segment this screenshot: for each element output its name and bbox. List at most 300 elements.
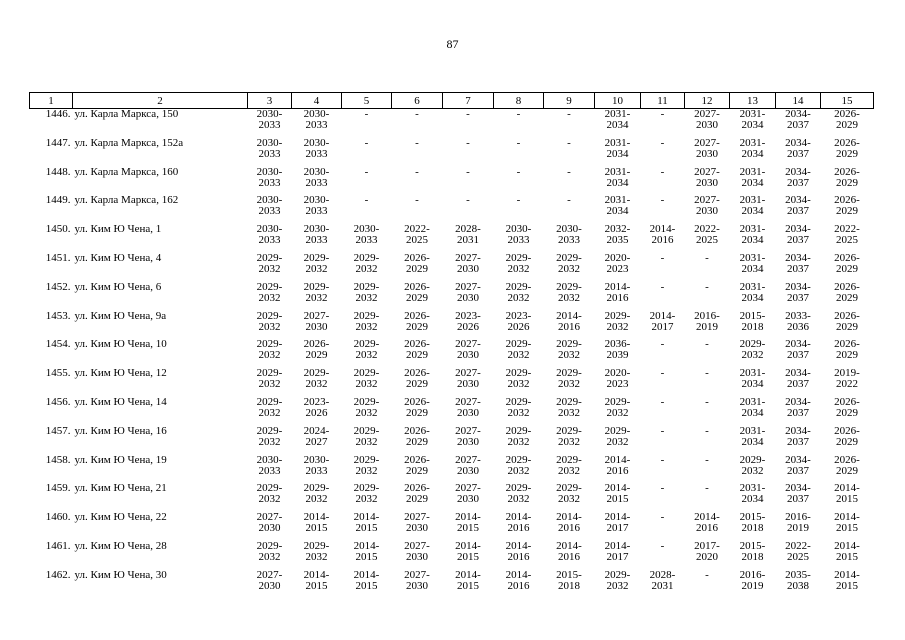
period-cell — [342, 311, 392, 340]
period-cell — [641, 109, 685, 138]
period-value: 2029- 2032 — [604, 309, 631, 333]
period-cell — [494, 138, 544, 167]
period-cell — [392, 570, 443, 599]
period-value: 2026- 2029 — [404, 309, 430, 333]
period-value: 2027- 2030 — [455, 338, 481, 362]
period-cell — [595, 253, 641, 282]
period-value: 2029- 2032 — [303, 251, 330, 275]
period-value: 2026- 2029 — [834, 309, 860, 333]
period-cell — [730, 224, 776, 253]
period-value: 2014- 2016 — [604, 453, 631, 477]
row-number: 1450. — [45, 223, 71, 236]
period-value: 2028- 2031 — [455, 223, 481, 247]
period-value: 2014- 2015 — [604, 482, 631, 506]
period-cell — [595, 224, 641, 253]
period-value: 2029- 2032 — [353, 280, 380, 304]
period-value: 2029- 2032 — [256, 338, 283, 362]
period-value: 2031- 2034 — [739, 280, 766, 304]
row-number: 1451. — [45, 251, 71, 264]
period-value: 2030- 2033 — [303, 453, 330, 477]
period-value: - — [660, 539, 665, 552]
period-cell — [443, 224, 494, 253]
period-value: 2034- 2037 — [785, 395, 811, 419]
period-value: 2031- 2034 — [739, 424, 766, 448]
period-value: 2029- 2032 — [505, 453, 532, 477]
period-cell — [730, 455, 776, 484]
table-row — [30, 253, 874, 282]
period-cell — [544, 455, 595, 484]
row-number: 1459. — [45, 482, 71, 495]
period-cell — [641, 282, 685, 311]
period-value: 2027- 2030 — [694, 136, 720, 160]
period-cell — [544, 224, 595, 253]
period-cell — [248, 426, 292, 455]
table-row — [30, 195, 874, 224]
period-cell — [641, 253, 685, 282]
period-value: 2023- 2026 — [505, 309, 532, 333]
period-value: 2029- 2032 — [556, 280, 582, 304]
period-value: 2026- 2029 — [834, 108, 860, 131]
period-cell — [292, 512, 342, 541]
period-cell — [595, 109, 641, 138]
period-cell — [248, 397, 292, 426]
row-address: ул. Ким Ю Чена, 21 — [74, 482, 167, 495]
period-cell — [342, 195, 392, 224]
period-value: - — [364, 136, 369, 149]
period-value: 2029- 2032 — [505, 424, 532, 448]
period-value: 2026- 2029 — [303, 338, 330, 362]
period-cell — [776, 195, 821, 224]
period-value: 2030- 2033 — [303, 194, 330, 218]
row-number: 1462. — [45, 568, 71, 581]
period-value: 2034- 2037 — [785, 251, 811, 275]
period-value: 2024- 2027 — [303, 424, 330, 448]
period-cell — [544, 483, 595, 512]
period-value: 2014- 2015 — [834, 539, 860, 563]
period-cell — [248, 455, 292, 484]
period-cell — [821, 397, 874, 426]
period-cell — [595, 426, 641, 455]
row-address: ул. Ким Ю Чена, 19 — [74, 453, 167, 466]
period-cell — [595, 368, 641, 397]
period-cell — [392, 253, 443, 282]
period-value: 2029- 2032 — [303, 280, 330, 304]
table-row — [30, 455, 874, 484]
period-cell — [776, 512, 821, 541]
period-cell — [641, 195, 685, 224]
row-address: ул. Карла Маркса, 162 — [74, 194, 179, 207]
period-value: 2023- 2026 — [455, 309, 481, 333]
period-cell — [494, 570, 544, 599]
period-value: 2031- 2034 — [739, 482, 766, 506]
period-value: - — [705, 424, 709, 437]
period-value: 2014- 2015 — [455, 568, 481, 592]
period-cell — [641, 512, 685, 541]
period-cell — [342, 138, 392, 167]
period-value: 2029- 2032 — [353, 367, 380, 391]
period-cell — [392, 109, 443, 138]
period-value: - — [466, 194, 470, 207]
period-value: 2031- 2034 — [739, 367, 766, 391]
period-value: - — [660, 194, 665, 207]
period-value: 2034- 2037 — [785, 280, 811, 304]
row-address: ул. Ким Ю Чена, 9а — [74, 309, 167, 322]
period-cell — [292, 224, 342, 253]
period-value: 2030- 2033 — [256, 165, 283, 189]
period-cell — [685, 570, 730, 599]
period-value: 2026- 2029 — [834, 194, 860, 218]
row-address: ул. Ким Ю Чена, 30 — [74, 568, 167, 581]
period-value: 2020- 2023 — [604, 367, 631, 391]
period-cell — [641, 483, 685, 512]
period-value: - — [516, 108, 521, 120]
period-value: - — [660, 165, 665, 178]
period-cell — [392, 138, 443, 167]
period-value: 2022- 2025 — [834, 223, 860, 247]
table-row — [30, 138, 874, 167]
period-value: 2014- 2015 — [834, 482, 860, 506]
period-cell — [595, 570, 641, 599]
period-cell — [392, 282, 443, 311]
period-value: 2016- 2019 — [785, 511, 811, 535]
period-cell — [342, 282, 392, 311]
period-cell — [641, 311, 685, 340]
period-value: 2029- 2032 — [505, 367, 532, 391]
period-value: 2034- 2037 — [785, 108, 811, 131]
period-value: 2026- 2029 — [834, 395, 860, 419]
period-value: - — [567, 165, 571, 178]
period-cell — [821, 282, 874, 311]
period-cell — [595, 397, 641, 426]
period-cell — [776, 455, 821, 484]
period-cell — [544, 397, 595, 426]
row-number: 1449. — [45, 194, 71, 207]
period-cell — [641, 138, 685, 167]
period-value: 2027- 2030 — [455, 251, 481, 275]
period-value: 2014- 2016 — [556, 511, 582, 535]
period-value: 2034- 2037 — [785, 223, 811, 247]
period-value: - — [705, 280, 709, 293]
period-value: 2029- 2032 — [505, 280, 532, 304]
period-value: - — [705, 338, 709, 351]
period-value: 2022- 2025 — [694, 223, 720, 247]
schedule-table — [29, 92, 874, 599]
period-value: 2030- 2033 — [256, 108, 283, 131]
period-value: 2020- 2023 — [604, 251, 631, 275]
row-address: ул. Ким Ю Чена, 28 — [74, 539, 167, 552]
period-value: 2014- 2016 — [694, 511, 720, 535]
period-value: - — [415, 108, 419, 120]
period-value: 2029- 2032 — [556, 367, 582, 391]
period-value: 2030- 2033 — [353, 223, 380, 247]
period-cell — [443, 455, 494, 484]
period-value: - — [567, 136, 571, 149]
period-value: 2029- 2032 — [256, 424, 283, 448]
period-value: 2029- 2032 — [303, 367, 330, 391]
period-cell — [248, 368, 292, 397]
row-number: 1458. — [45, 453, 71, 466]
period-value: 2028- 2031 — [649, 568, 676, 592]
period-value: 2029- 2032 — [353, 395, 380, 419]
period-cell — [730, 570, 776, 599]
period-cell — [392, 195, 443, 224]
period-value: 2027- 2030 — [455, 367, 481, 391]
period-value: - — [660, 136, 665, 149]
period-value: 2029- 2032 — [353, 338, 380, 362]
period-cell — [685, 311, 730, 340]
row-address: ул. Ким Ю Чена, 14 — [74, 395, 167, 408]
period-cell — [730, 138, 776, 167]
column-header-10: 10 — [595, 93, 641, 109]
period-cell — [443, 541, 494, 570]
period-value: 2026- 2029 — [404, 280, 430, 304]
period-cell — [494, 253, 544, 282]
period-cell — [685, 426, 730, 455]
period-value: 2029- 2032 — [505, 338, 532, 362]
period-cell — [595, 541, 641, 570]
period-cell — [544, 368, 595, 397]
period-value: 2030- 2033 — [256, 136, 283, 160]
header-row — [30, 93, 874, 109]
period-cell — [685, 368, 730, 397]
period-cell — [821, 512, 874, 541]
period-cell — [776, 541, 821, 570]
period-value: 2027- 2030 — [404, 539, 430, 563]
period-cell — [392, 368, 443, 397]
period-cell — [544, 512, 595, 541]
period-value: 2036- 2039 — [604, 338, 631, 362]
period-value: 2027- 2030 — [455, 482, 481, 506]
period-value: 2029- 2032 — [256, 539, 283, 563]
period-value: 2027- 2030 — [694, 194, 720, 218]
period-value: 2030- 2033 — [256, 194, 283, 218]
period-value: 2032- 2035 — [604, 223, 631, 247]
period-cell — [685, 138, 730, 167]
period-cell — [248, 167, 292, 196]
period-cell — [248, 483, 292, 512]
table-row — [30, 282, 874, 311]
period-cell — [494, 541, 544, 570]
period-value: 2033- 2036 — [785, 309, 811, 333]
period-value: 2015- 2018 — [739, 511, 766, 535]
period-cell — [248, 512, 292, 541]
period-value: 2029- 2032 — [556, 251, 582, 275]
period-cell — [544, 541, 595, 570]
period-value: 2034- 2037 — [785, 482, 811, 506]
period-cell — [544, 138, 595, 167]
period-value: 2029- 2032 — [256, 482, 283, 506]
period-value: 2014- 2017 — [604, 539, 631, 563]
table-row — [30, 368, 874, 397]
period-value: 2034- 2037 — [785, 165, 811, 189]
period-value: 2030- 2033 — [256, 223, 283, 247]
period-value: - — [705, 367, 709, 380]
period-cell — [776, 311, 821, 340]
period-cell — [494, 339, 544, 368]
period-cell — [685, 397, 730, 426]
period-cell — [685, 109, 730, 138]
period-value: 2030- 2033 — [556, 223, 582, 247]
period-cell — [292, 426, 342, 455]
period-value: 2031- 2034 — [739, 136, 766, 160]
period-value: - — [660, 395, 665, 408]
period-cell — [292, 195, 342, 224]
period-cell — [821, 426, 874, 455]
period-cell — [342, 483, 392, 512]
column-header-9: 9 — [544, 93, 595, 109]
period-value: 2014- 2017 — [604, 511, 631, 535]
period-cell — [292, 397, 342, 426]
row-number: 1454. — [45, 338, 71, 351]
period-value: 2027- 2030 — [256, 511, 283, 535]
period-cell — [641, 426, 685, 455]
period-cell — [641, 570, 685, 599]
period-value: 2031- 2034 — [739, 395, 766, 419]
period-value: 2015- 2018 — [739, 309, 766, 333]
column-header-13: 13 — [730, 93, 776, 109]
period-cell — [730, 397, 776, 426]
period-value: 2035- 2038 — [785, 568, 811, 592]
period-value: 2029- 2032 — [556, 395, 582, 419]
period-value: 2030- 2033 — [256, 453, 283, 477]
period-value: 2027- 2030 — [455, 395, 481, 419]
period-cell — [821, 339, 874, 368]
period-cell — [821, 195, 874, 224]
row-address: ул. Карла Маркса, 160 — [74, 165, 179, 178]
period-value: 2029- 2032 — [505, 395, 532, 419]
period-cell — [248, 253, 292, 282]
period-cell — [443, 109, 494, 138]
period-cell — [443, 368, 494, 397]
period-value: 2014- 2015 — [455, 539, 481, 563]
period-cell — [292, 339, 342, 368]
period-cell — [776, 109, 821, 138]
period-value: 2014- 2016 — [556, 539, 582, 563]
period-value: 2029- 2032 — [739, 338, 766, 362]
period-cell — [443, 195, 494, 224]
period-cell — [392, 455, 443, 484]
period-value: 2029- 2032 — [303, 539, 330, 563]
period-value: 2027- 2030 — [256, 568, 283, 592]
period-value: - — [364, 108, 369, 120]
period-cell — [685, 512, 730, 541]
period-value: 2026- 2029 — [404, 453, 430, 477]
period-cell — [443, 167, 494, 196]
period-cell — [494, 109, 544, 138]
table-row — [30, 512, 874, 541]
period-value: 2031- 2034 — [604, 165, 631, 189]
period-value: 2030- 2033 — [303, 108, 330, 131]
period-value: 2031- 2034 — [739, 223, 766, 247]
period-value: 2026- 2029 — [404, 367, 430, 391]
period-value: - — [364, 194, 369, 207]
period-cell — [821, 570, 874, 599]
period-value: 2027- 2030 — [455, 424, 481, 448]
period-value: 2026- 2029 — [834, 424, 860, 448]
table-body — [30, 109, 874, 599]
period-value: 2029- 2032 — [256, 280, 283, 304]
period-value: 2029- 2032 — [303, 482, 330, 506]
period-cell — [248, 109, 292, 138]
period-cell — [641, 541, 685, 570]
period-cell — [730, 311, 776, 340]
period-cell — [730, 426, 776, 455]
period-cell — [494, 224, 544, 253]
period-value: - — [660, 424, 665, 437]
period-value: 2026- 2029 — [834, 453, 860, 477]
period-value: 2031- 2034 — [604, 108, 631, 131]
period-cell — [494, 397, 544, 426]
period-value: - — [415, 194, 419, 207]
period-value: 2030- 2033 — [303, 223, 330, 247]
period-value: 2027- 2030 — [455, 280, 481, 304]
period-cell — [641, 224, 685, 253]
period-value: 2027- 2030 — [694, 108, 720, 131]
period-cell — [641, 368, 685, 397]
period-value: 2029- 2032 — [256, 367, 283, 391]
period-value: 2029- 2032 — [353, 309, 380, 333]
period-value: 2029- 2032 — [556, 338, 582, 362]
period-cell — [821, 253, 874, 282]
period-cell — [544, 311, 595, 340]
period-cell — [685, 455, 730, 484]
period-value: 2030- 2033 — [505, 223, 532, 247]
period-cell — [685, 282, 730, 311]
row-number: 1452. — [45, 280, 71, 293]
period-cell — [641, 339, 685, 368]
period-value: - — [466, 108, 470, 120]
period-value: 2026- 2029 — [404, 482, 430, 506]
table-row — [30, 167, 874, 196]
period-cell — [685, 224, 730, 253]
table-row — [30, 483, 874, 512]
period-value: 2034- 2037 — [785, 338, 811, 362]
period-value: 2014- 2016 — [604, 280, 631, 304]
period-value: - — [660, 453, 665, 466]
period-value: - — [660, 482, 665, 495]
period-cell — [248, 339, 292, 368]
period-value: 2014- 2015 — [303, 511, 330, 535]
period-cell — [342, 426, 392, 455]
period-cell — [342, 397, 392, 426]
period-cell — [443, 339, 494, 368]
period-value: 2014- 2015 — [303, 568, 330, 592]
period-cell — [443, 483, 494, 512]
period-cell — [595, 512, 641, 541]
period-cell — [641, 455, 685, 484]
period-value: 2016- 2019 — [694, 309, 720, 333]
period-cell — [776, 224, 821, 253]
period-value: - — [705, 453, 709, 466]
period-cell — [443, 282, 494, 311]
period-cell — [494, 282, 544, 311]
period-cell — [776, 167, 821, 196]
period-cell — [595, 282, 641, 311]
period-cell — [776, 282, 821, 311]
period-value: - — [364, 165, 369, 178]
period-value: 2027- 2030 — [404, 568, 430, 592]
column-header-2: 2 — [73, 93, 248, 109]
period-value: 2031- 2034 — [604, 136, 631, 160]
period-cell — [595, 195, 641, 224]
table-row — [30, 397, 874, 426]
period-cell — [292, 282, 342, 311]
period-value: 2029- 2032 — [353, 453, 380, 477]
period-value: 2029- 2032 — [505, 251, 532, 275]
period-cell — [248, 138, 292, 167]
period-cell — [544, 339, 595, 368]
period-cell — [685, 339, 730, 368]
